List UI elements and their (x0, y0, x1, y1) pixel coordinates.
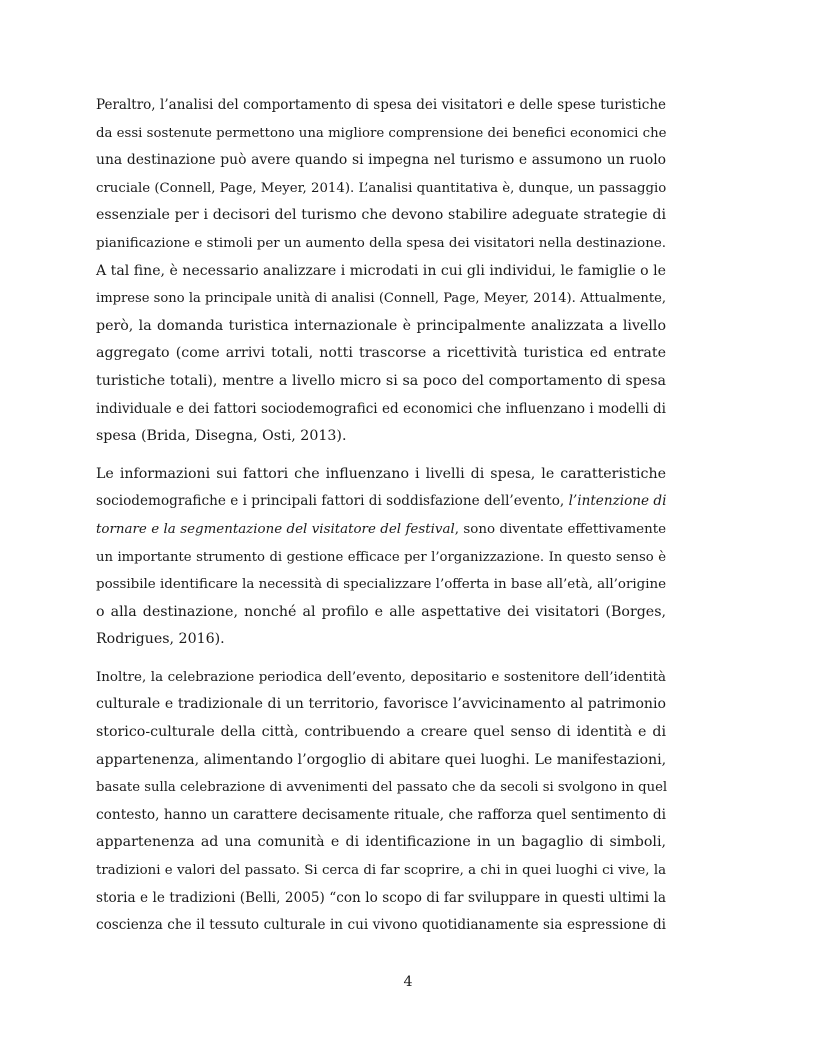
paragraph-spacing (96, 451, 666, 461)
paragraph-2 (96, 461, 666, 654)
page-number: 4 (403, 974, 413, 990)
text-line: spesa (Brida, Disegna, Osti, 2013). (96, 428, 347, 445)
text-line: o alla destinazione, nonché al profilo e alle aspettative dei visitatori (Borges, (96, 603, 666, 620)
text-line (96, 516, 666, 544)
text-line: pianificazione e stimoli per un aumento della spesa dei visitatori nella destinazione. (96, 235, 666, 251)
text-line: storia e le tradizioni (Belli, 2005) “con lo scopo di far sviluppare in questi ultimi la (96, 889, 666, 906)
text-line: da essi sostenute permettono una migliore comprensione dei benefici economici che (96, 125, 667, 141)
document-body (96, 92, 666, 940)
paragraph-spacing (96, 654, 666, 664)
italic-text-run: tornare e la segmentazione del visitatore del festival (96, 521, 455, 537)
text-line: una destinazione può avere quando si impegna nel turismo e assumono un ruolo (96, 152, 666, 169)
text-line (96, 488, 666, 516)
text-line: possibile identificare la necessità di specializzare l’offerta in base all’età, all’origine (96, 577, 667, 593)
text-line: contesto, hanno un carattere decisamente rituale, che rafforza quel sentimento di (96, 806, 666, 823)
text-line: un importante strumento di gestione efficace per l’organizzazione. In questo senso è (96, 549, 666, 565)
paragraph-3 (96, 664, 666, 940)
text-line: culturale e tradizionale di un territorio, favorisce l’avvicinamento al patrimonio (96, 696, 666, 713)
text-line: Peraltro, l’analisi del comportamento di spesa dei visitatori e delle spese turistiche (96, 97, 666, 113)
text-line: però, la domanda turistica internazionale è principalmente analizzata a livello (96, 317, 666, 334)
paragraph-1 (96, 92, 666, 451)
text-line: Rodrigues, 2016). (96, 631, 225, 648)
text-line: basate sulla celebrazione di avvenimenti del passato che da secoli si svolgono in quel (96, 780, 668, 796)
text-line: cruciale (Connell, Page, Meyer, 2014). L’analisi quantitativa è, dunque, un passaggio (96, 180, 667, 196)
text-run: , sono diventate effettivamente (454, 521, 666, 537)
text-line: tradizioni e valori del passato. Si cerca di far scoprire, a chi in quei luoghi ci vive, la (96, 863, 666, 879)
text-line: A tal fine, è necessario analizzare i microdati in cui gli individui, le famiglie o le (96, 262, 666, 279)
text-line: individuale e dei fattori sociodemografici ed economici che influenzano i modelli di (96, 400, 666, 417)
text-run: sociodemografiche e i principali fattori di soddisfazione dell’evento, (96, 493, 569, 510)
text-line: essenziale per i decisori del turismo che devono stabilire adeguate strategie di (96, 207, 666, 224)
italic-text-run: l’intenzione di (568, 493, 667, 510)
text-line: imprese sono la principale unità di analisi (Connell, Page, Meyer, 2014). Attualmente, (96, 291, 666, 307)
text-line: appartenenza, alimentando l’orgoglio di abitare quei luoghi. Le manifestazioni, (96, 751, 667, 768)
text-line: appartenenza ad una comunità e di identificazione in un bagaglio di simboli, (96, 834, 666, 851)
text-line: Le informazioni sui fattori che influenzano i livelli di spesa, le caratteristiche (96, 465, 666, 482)
text-line: storico-culturale della città, contribuendo a creare quel senso di identità e di (96, 724, 666, 741)
text-line: aggregato (come arrivi totali, notti trascorse a ricettività turistica ed entrate (96, 345, 666, 362)
text-line: Inoltre, la celebrazione periodica dell’evento, depositario e sostenitore dell’identità (96, 669, 666, 685)
text-line: coscienza che il tessuto culturale in cui vivono quotidianamente sia espressione di (96, 917, 666, 934)
text-line: turistiche totali), mentre a livello micro si sa poco del comportamento di spesa (96, 372, 666, 389)
